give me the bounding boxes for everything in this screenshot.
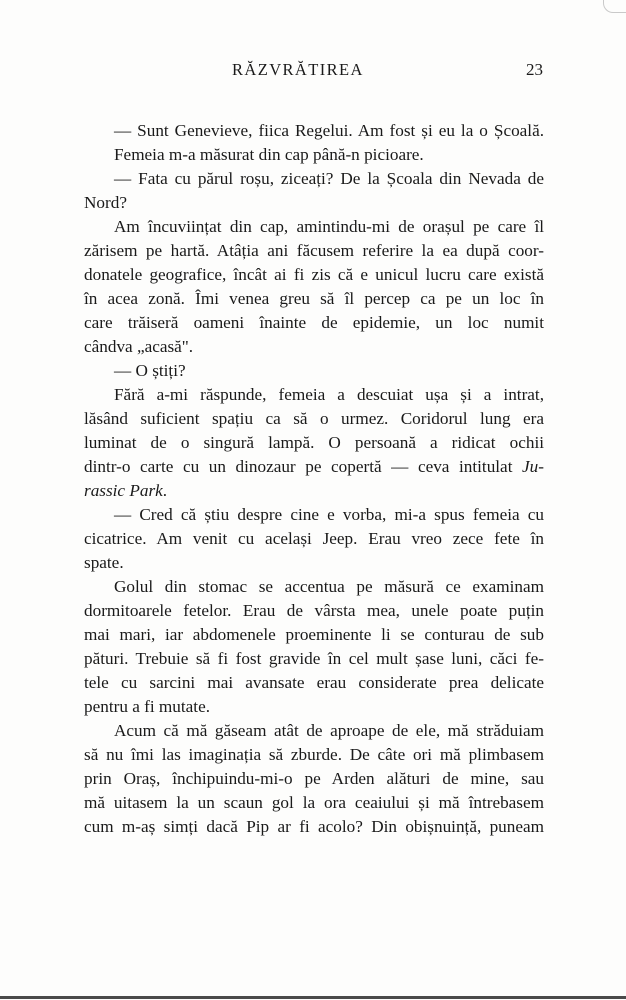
text-line-main: Golul din stomac se accentua pe măsură ce examinam — [114, 577, 544, 596]
text-line — [84, 743, 544, 767]
text-line-main: să nu îmi las imaginația să zburde. De câte ori mă plimbasem — [84, 745, 544, 764]
text-line — [84, 359, 544, 383]
text-line — [84, 479, 544, 503]
text-line-main: prin Oraș, închipuindu-mi-o pe Arden alături de mine, sau — [84, 769, 544, 788]
bottom-rule — [0, 996, 626, 999]
running-title: RĂZVRĂTIREA — [232, 60, 364, 79]
text-line — [84, 263, 544, 287]
body-text — [84, 119, 544, 839]
text-line — [84, 143, 544, 167]
text-line — [84, 695, 544, 719]
text-line-main: Am încuviințat din cap, amintindu-mi de orașul pe care îl — [114, 217, 544, 236]
text-line — [84, 167, 544, 191]
text-line — [84, 551, 544, 575]
text-line-main: care trăiseră oameni înainte de epidemie, un loc numit — [84, 313, 544, 332]
page-number: 23 — [526, 60, 543, 79]
book-title-italic: Ju- — [522, 457, 544, 476]
text-line — [84, 191, 544, 215]
text-line — [84, 599, 544, 623]
text-line-tail: . — [162, 481, 168, 500]
text-line-main: — O știți? — [114, 361, 186, 380]
text-line-main: spate. — [84, 553, 124, 572]
text-line-main: donatele geografice, încât ai fi zis că e unicul lucru care există — [84, 265, 544, 284]
text-line — [84, 239, 544, 263]
text-line-main: pentru a fi mutate. — [84, 697, 210, 716]
text-line — [84, 311, 544, 335]
text-line-main: cândva „acasă". — [84, 337, 194, 356]
text-line-main: mă uitasem la un scaun gol la ora ceaiului și mă întrebasem — [84, 793, 544, 812]
text-line-main: mai mari, iar abdomenele proeminente li se conturau de sub — [84, 625, 544, 644]
text-line-main: Nord? — [84, 193, 127, 212]
text-line-main: tele cu sarcini mai avansate erau considerate prea delicate — [84, 673, 544, 692]
text-line-main: Fără a-mi răspunde, femeia a descuiat ușa și a intrat, — [114, 385, 544, 404]
text-line-main: — Cred că știu despre cine e vorba, mi-a spus femeia cu — [114, 505, 544, 524]
text-line — [84, 575, 544, 599]
text-line — [84, 719, 544, 743]
page-corner-mark — [603, 0, 626, 13]
text-line — [84, 815, 544, 839]
text-line-main: pături. Trebuie să fi fost gravide în cel mult șase luni, căci fe- — [84, 649, 544, 668]
text-line-main: dormitoarele fetelor. Erau de vârsta mea, unele poate puțin — [84, 601, 544, 620]
text-line — [84, 791, 544, 815]
text-line — [84, 527, 544, 551]
text-line — [84, 407, 544, 431]
text-line — [84, 119, 544, 143]
text-line — [84, 623, 544, 647]
text-line-main: în acea zonă. Îmi venea greu să îl percep ca pe un loc în — [84, 289, 544, 308]
text-line-main: luminat de o singură lampă. O persoană a ridicat ochii — [84, 433, 544, 452]
text-line-main: Acum că mă găseam atât de aproape de ele, mă străduiam — [114, 721, 544, 740]
text-line — [84, 431, 544, 455]
text-line-main: zărisem pe hartă. Atâția ani făcusem referire la ea după coor- — [84, 241, 544, 260]
text-line-main: Femeia m-a măsurat din cap până-n picioare. — [114, 145, 424, 164]
text-line-main: dintr-o carte cu un dinozaur pe copertă — ceva intitulat — [84, 457, 523, 476]
text-line — [84, 335, 544, 359]
text-line — [84, 503, 544, 527]
text-line — [84, 767, 544, 791]
book-title-italic: rassic Park — [84, 481, 163, 500]
text-line — [84, 287, 544, 311]
text-line-main: lăsând suficient spațiu ca să o urmez. Coridorul lung era — [84, 409, 544, 428]
text-line — [84, 383, 544, 407]
text-line-main: cicatrice. Am venit cu același Jeep. Erau vreo zece fete în — [84, 529, 544, 548]
text-line-main: — Sunt Genevieve, fiica Regelui. Am fost și eu la o Școală. — [114, 121, 544, 140]
text-line — [84, 671, 544, 695]
text-line — [84, 647, 544, 671]
text-line — [84, 455, 544, 479]
text-line — [84, 215, 544, 239]
text-line-main: cum m-aș simți dacă Pip ar fi acolo? Din obișnuință, puneam — [84, 817, 544, 836]
text-line-main: — Fata cu părul roșu, ziceați? De la Școala din Nevada de — [114, 169, 544, 188]
